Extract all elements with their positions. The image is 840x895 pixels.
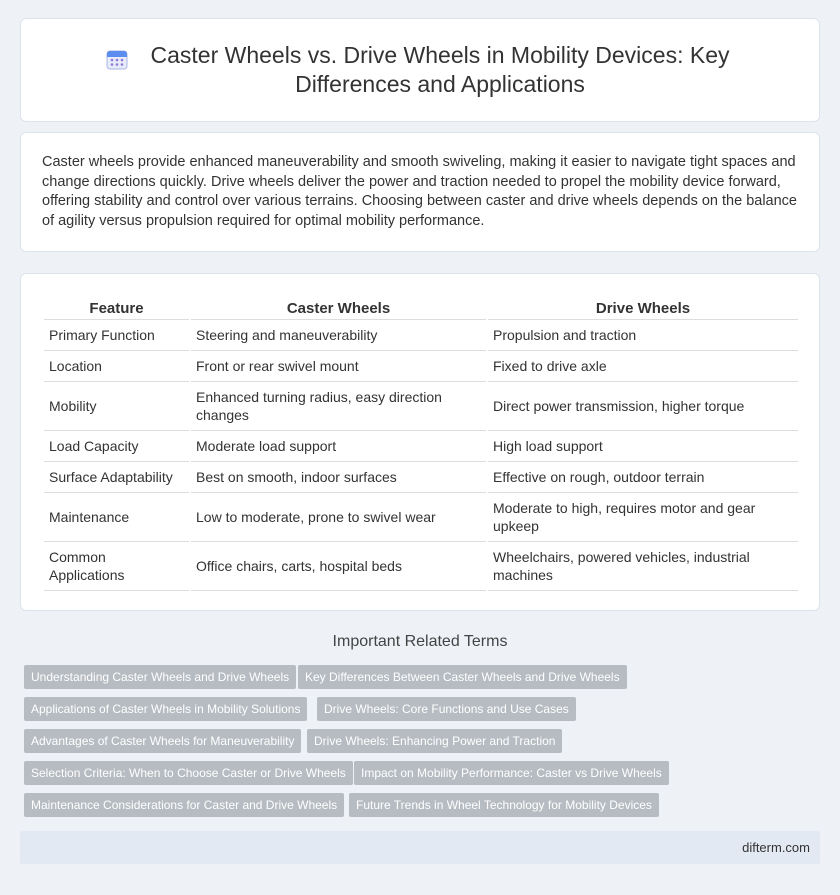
related-term-tag[interactable]: Understanding Caster Wheels and Drive Wheels — [24, 665, 296, 689]
related-term-tag[interactable]: Maintenance Considerations for Caster and Drive Wheels — [24, 793, 344, 817]
column-header-caster-wheels: Caster Wheels — [191, 294, 486, 320]
table-cell: Load Capacity — [44, 431, 189, 462]
footer — [20, 831, 820, 864]
comparison-table — [42, 294, 800, 591]
table-cell: Wheelchairs, powered vehicles, industrial machines — [488, 542, 798, 591]
header-card — [20, 18, 820, 122]
table-cell: Steering and maneuverability — [191, 320, 486, 351]
table-cell: Mobility — [44, 382, 189, 431]
table-cell: Fixed to drive axle — [488, 351, 798, 382]
table-cell: Maintenance — [44, 493, 189, 542]
page-title: Caster Wheels vs. Drive Wheels in Mobility Devices: Key Differences and Applications — [150, 42, 730, 97]
footer-site-link[interactable]: difterm.com — [742, 840, 810, 855]
related-term-tag[interactable]: Selection Criteria: When to Choose Caster or Drive Wheels — [24, 761, 353, 785]
table-cell: Propulsion and traction — [488, 320, 798, 351]
related-term-tag[interactable]: Impact on Mobility Performance: Caster vs Drive Wheels — [354, 761, 669, 785]
related-term-tag[interactable]: Drive Wheels: Enhancing Power and Traction — [307, 729, 562, 753]
table-cell: Low to moderate, prone to swivel wear — [191, 493, 486, 542]
table-cell: Moderate load support — [191, 431, 486, 462]
table-header-row — [44, 294, 798, 320]
table-cell: Enhanced turning radius, easy direction changes — [191, 382, 486, 431]
table-cell: Effective on rough, outdoor terrain — [488, 462, 798, 493]
related-term-tag[interactable]: Applications of Caster Wheels in Mobility Solutions — [24, 697, 307, 721]
intro-paragraph: Caster wheels provide enhanced maneuverability and smooth swiveling, making it easier to navigate tight spaces and change directions quickly. Drive wheels deliver the power and traction needed to propel the mobility device forward, offering stability and control over various terrains. Choosing between caster and drive wheels depends on the balance of agility versus propulsion required for optimal mobility performance. — [42, 154, 797, 229]
intro-card — [20, 132, 820, 252]
table-cell: High load support — [488, 431, 798, 462]
table-cell: Moderate to high, requires motor and gear upkeep — [488, 493, 798, 542]
comparison-table-card — [20, 273, 820, 611]
related-terms-title: Important Related Terms — [332, 633, 508, 650]
table-cell: Best on smooth, indoor surfaces — [191, 462, 486, 493]
table-cell: Common Applications — [44, 542, 189, 591]
table-row — [44, 431, 798, 462]
related-term-tag[interactable]: Future Trends in Wheel Technology for Mobility Devices — [349, 793, 659, 817]
table-row — [44, 542, 798, 591]
table-cell: Direct power transmission, higher torque — [488, 382, 798, 431]
column-header-drive-wheels: Drive Wheels — [488, 294, 798, 320]
table-row — [44, 320, 798, 351]
table-row — [44, 462, 798, 493]
table-row — [44, 493, 798, 542]
column-header-feature: Feature — [44, 294, 189, 320]
table-row — [44, 351, 798, 382]
table-cell: Office chairs, carts, hospital beds — [191, 542, 486, 591]
related-term-tag[interactable]: Key Differences Between Caster Wheels and Drive Wheels — [298, 665, 627, 689]
table-cell: Front or rear swivel mount — [191, 351, 486, 382]
table-cell: Location — [44, 351, 189, 382]
related-term-tag[interactable]: Drive Wheels: Core Functions and Use Cases — [317, 697, 576, 721]
table-cell: Surface Adaptability — [44, 462, 189, 493]
table-row — [44, 382, 798, 431]
table-cell: Primary Function — [44, 320, 189, 351]
related-term-tag[interactable]: Advantages of Caster Wheels for Maneuverability — [24, 729, 301, 753]
